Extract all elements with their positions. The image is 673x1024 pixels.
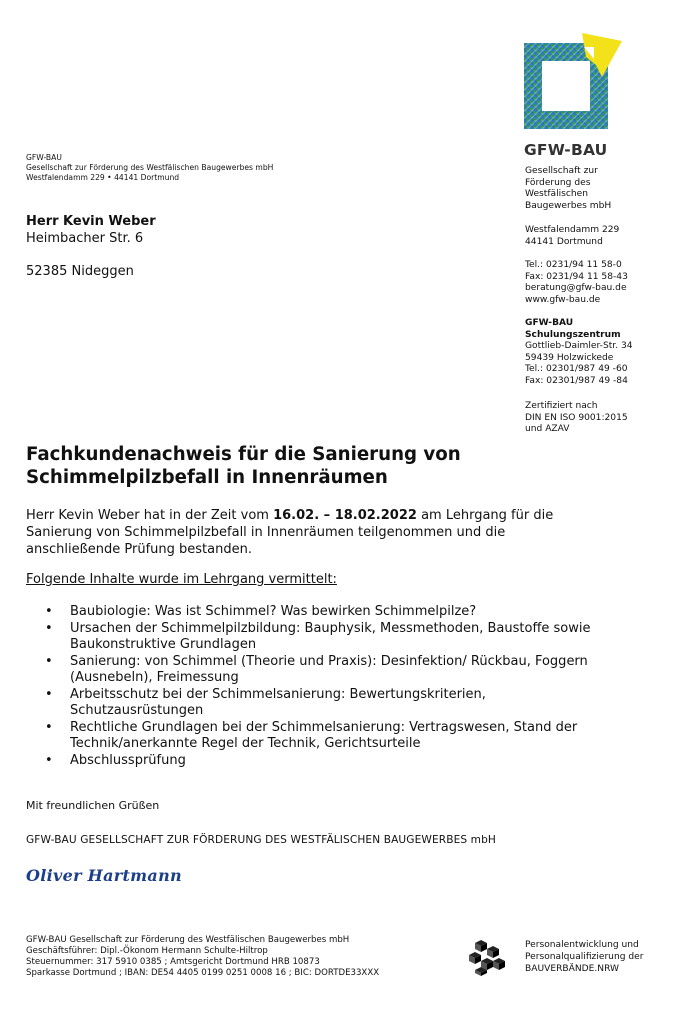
list-item — [26, 753, 606, 770]
sidebar-line: Westfalendamm 229 — [525, 225, 620, 235]
bullet-icon: • — [45, 620, 53, 636]
list-item-text: Arbeitsschutz bei der Schimmelsanierung: Bewertungskriterien, Schutzausrüstungen — [70, 686, 486, 718]
bauverbaende-cubes-icon — [468, 940, 506, 976]
sidebar-training-center — [525, 318, 633, 388]
recipient-address — [26, 213, 156, 280]
sidebar-contact — [525, 260, 628, 306]
bullet-icon: • — [45, 719, 53, 735]
sidebar-line: Westfälischen — [525, 189, 589, 200]
recipient-street: Heimbacher Str. 6 — [26, 231, 144, 246]
sidebar-org — [525, 166, 611, 212]
sidebar-line: 59439 Holzwickede — [525, 352, 614, 363]
center-title: GFW-BAU — [525, 318, 574, 328]
list-item-text: Abschlussprüfung — [70, 752, 186, 768]
signature: Oliver Hartmann — [26, 866, 182, 885]
sidebar-line: Zertifiziert nach — [525, 401, 598, 411]
sidebar-address — [525, 225, 619, 248]
organization-name: GFW-BAU GESELLSCHAFT ZUR FÖRDERUNG DES WESTFÄLISCHEN BAUGEWERBES mbH — [26, 834, 496, 846]
bullet-icon: • — [45, 686, 53, 702]
footer-line: Sparkasse Dortmund ; IBAN: DE54 4405 0199 0251 0008 16 ; BIC: DORTDE33XXX — [26, 968, 380, 978]
bullet-icon: • — [45, 752, 53, 768]
bullet-icon: • — [45, 653, 53, 669]
sidebar-certification — [525, 401, 628, 436]
body-text-part: am Lehrgang für die Sanierung von Schimmelpilzbefall in Innenräumen teilgenommen und die anschließende Prüfung bestanden. — [26, 508, 554, 557]
sidebar-line: Baugewerbes mbH — [525, 200, 612, 211]
closing-greeting: Mit freundlichen Grüßen — [26, 799, 160, 812]
sender-line: Westfalendamm 229 • 44141 Dortmund — [26, 173, 180, 182]
course-content-list — [26, 604, 606, 769]
bullet-icon: • — [45, 604, 53, 619]
sidebar-line: Gottlieb-Daimler-Str. 34 — [525, 341, 633, 352]
sidebar-line: und AZAV — [525, 424, 570, 435]
sender-line: GFW-BAU — [26, 153, 62, 162]
footer-line: GFW-BAU Gesellschaft zur Förderung des Westfälischen Baugewerbes mbH — [26, 935, 350, 945]
sidebar-line: Förderung des — [525, 177, 591, 188]
list-item — [26, 621, 606, 654]
body-text-part: Herr Kevin Weber hat in der Zeit vom — [26, 508, 274, 523]
sidebar-line: 44141 Dortmund — [525, 236, 603, 247]
list-item — [26, 654, 606, 687]
sidebar-line: Fax: 02301/987 49 -84 — [525, 375, 628, 386]
list-item — [26, 720, 606, 753]
logo-text: GFW-BAU — [524, 141, 608, 159]
sidebar-line: Gesellschaft zur — [525, 166, 598, 176]
recipient-name: Herr Kevin Weber — [26, 214, 156, 229]
title-line: Fachkundenachweis für die Sanierung von — [26, 444, 461, 465]
list-item-text: Ursachen der Schimmelpilzbildung: Bauphysik, Messmethoden, Baustoffe sowie Baukonstruktive Grundlagen — [70, 620, 591, 652]
recipient-city: 52385 Nideggen — [26, 264, 134, 279]
title-line: Schimmelpilzbefall in Innenräumen — [26, 467, 388, 488]
document-title — [26, 443, 506, 489]
list-item — [26, 687, 606, 720]
sidebar-fax: Fax: 0231/94 11 58-43 — [525, 271, 628, 282]
footer-right-line: BAUVERBÄNDE.NRW — [525, 964, 620, 974]
footer-right-line: Personalqualifizierung der — [525, 952, 644, 962]
sidebar-line: Tel.: 02301/987 49 -60 — [525, 364, 628, 375]
sidebar-phone: Tel.: 0231/94 11 58-0 — [525, 260, 622, 270]
sidebar-website[interactable]: www.gfw-bau.de — [525, 294, 601, 305]
footer-right-line: Personalentwicklung und — [525, 940, 639, 950]
sender-address — [26, 153, 273, 183]
footer-line: Geschäftsführer: Dipl.-Ökonom Hermann Schulte-Hiltrop — [26, 946, 268, 956]
sidebar-email[interactable]: beratung@gfw-bau.de — [525, 283, 627, 294]
footer-line: Steuernummer: 317 5910 0385 ; Amtsgericht Dortmund HRB 10873 — [26, 957, 320, 967]
list-item-text: Sanierung: von Schimmel (Theorie und Praxis): Desinfektion/ Rückbau, Foggern (Ausnebeln), Freimessung — [70, 653, 588, 685]
content-subheading: Folgende Inhalte wurde im Lehrgang vermittelt: — [26, 572, 337, 587]
sidebar-line: DIN EN ISO 9001:2015 — [525, 412, 628, 423]
sender-line: Gesellschaft zur Förderung des Westfälischen Baugewerbes mbH — [26, 163, 274, 172]
body-paragraph — [26, 507, 591, 558]
gfw-bau-logo — [524, 33, 622, 129]
list-item-text: Baubiologie: Was ist Schimmel? Was bewirken Schimmelpilze? — [70, 604, 477, 619]
course-dates: 16.02. – 18.02.2022 — [273, 508, 417, 523]
footer-info — [26, 935, 379, 979]
center-subtitle: Schulungszentrum — [525, 329, 621, 340]
list-item-text: Rechtliche Grundlagen bei der Schimmelsanierung: Vertragswesen, Stand der Technik/anerkannte Regel der Technik, Gerichtsurteile — [70, 719, 578, 751]
footer-bauverbaende — [525, 939, 643, 975]
list-item — [26, 604, 606, 621]
